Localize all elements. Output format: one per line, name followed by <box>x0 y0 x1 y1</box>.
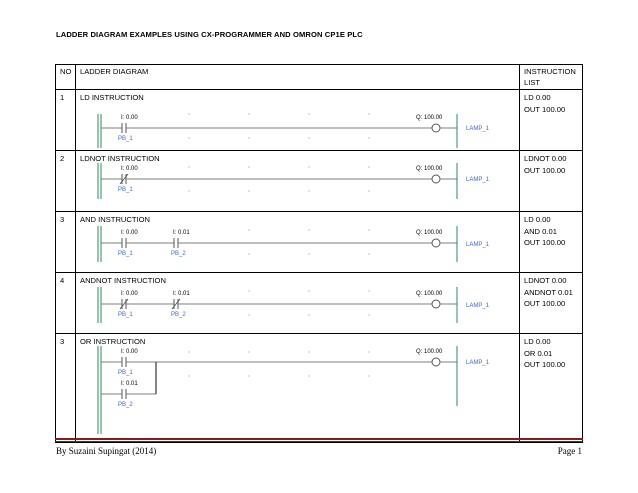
grid-dots <box>188 113 369 138</box>
row-number: 3 <box>56 334 76 443</box>
footer-rule <box>55 438 583 440</box>
instruction-line: OUT 100.00 <box>524 299 566 308</box>
ladder-cell <box>76 273 520 334</box>
instruction-line: OUT 100.00 <box>524 165 566 175</box>
footer-author: By Suzaini Supingat (2014) <box>56 446 157 456</box>
contact-2-address: I: 0.01 <box>173 230 190 236</box>
instruction-line: OUT 100.00 <box>524 360 566 369</box>
table-row <box>56 273 583 334</box>
coil-icon[interactable] <box>432 300 440 308</box>
instruction-line: LD 0.00 <box>524 93 551 102</box>
coil-address: Q: 100.00 <box>416 166 443 172</box>
contact-2-label: PB_2 <box>171 312 186 318</box>
ladder-table <box>55 64 583 443</box>
contact-1-address: I: 0.00 <box>121 230 138 236</box>
contact-2-label: PB_2 <box>118 402 133 408</box>
header-instruction-list: INSTRUCTION LIST <box>520 65 583 90</box>
table-header-row <box>56 65 583 90</box>
instruction-cell <box>520 90 583 151</box>
header-no: NO <box>56 65 76 90</box>
ladder-cell <box>76 90 520 151</box>
table-row <box>56 212 583 273</box>
coil-address: Q: 100.00 <box>416 115 443 121</box>
contact-1-label: PB_1 <box>118 251 133 257</box>
rung-diagram <box>76 90 512 150</box>
rung-title: LD INSTRUCTION <box>80 93 144 102</box>
rung-diagram <box>76 334 512 442</box>
instruction-cell <box>520 212 583 273</box>
row-number: 3 <box>56 212 76 273</box>
page-number: Page 1 <box>557 446 582 456</box>
contact-1-label: PB_1 <box>118 370 133 376</box>
no-contact-icon[interactable] <box>122 389 126 399</box>
table-row <box>56 151 583 212</box>
no-contact-icon[interactable] <box>174 238 178 248</box>
rung-title: ANDNOT INSTRUCTION <box>80 276 166 285</box>
grid-dots <box>248 290 369 315</box>
contact-2-label: PB_2 <box>171 251 186 257</box>
contact-1-label: PB_1 <box>118 312 133 318</box>
left-power-rail <box>98 346 101 434</box>
contact-1-address: I: 0.00 <box>121 349 138 355</box>
coil-label: LAMP_1 <box>466 242 490 248</box>
left-power-rail <box>98 114 101 148</box>
instruction-line: OUT 100.00 <box>524 238 566 247</box>
table-row <box>56 90 583 151</box>
no-contact-icon[interactable] <box>122 238 126 248</box>
instruction-line: ANDNOT 0.01 <box>524 287 573 297</box>
instruction-line: OUT 100.00 <box>524 104 566 114</box>
contact-1-address: I: 0.00 <box>121 291 138 297</box>
contact-1-address: I: 0.00 <box>121 115 138 121</box>
coil-address: Q: 100.00 <box>416 291 443 297</box>
ladder-cell <box>76 151 520 212</box>
rung-title: LDNOT INSTRUCTION <box>80 154 160 163</box>
contact-1-label: PB_1 <box>118 187 133 193</box>
table-row <box>56 334 583 443</box>
grid-dots <box>248 229 369 254</box>
coil-label: LAMP_1 <box>466 303 490 309</box>
row-number: 1 <box>56 90 76 151</box>
contact-2-address: I: 0.01 <box>173 291 190 297</box>
row-number: 4 <box>56 273 76 334</box>
footer-rule <box>55 441 583 442</box>
left-power-rail <box>98 163 101 199</box>
ladder-cell <box>76 212 520 273</box>
coil-address: Q: 100.00 <box>416 349 443 355</box>
instruction-line: OR 0.01 <box>524 348 553 358</box>
coil-icon[interactable] <box>432 175 440 183</box>
coil-label: LAMP_1 <box>466 177 490 183</box>
coil-icon[interactable] <box>432 358 440 366</box>
instruction-cell <box>520 273 583 334</box>
instruction-line: LDNOT 0.00 <box>524 276 567 285</box>
coil-icon[interactable] <box>432 124 440 132</box>
no-contact-icon[interactable] <box>122 123 126 133</box>
grid-dots <box>188 351 369 376</box>
instruction-line: LD 0.00 <box>524 337 551 346</box>
ladder-cell <box>76 334 520 443</box>
rung-diagram <box>76 151 512 211</box>
left-power-rail <box>98 287 101 323</box>
coil-label: LAMP_1 <box>466 126 490 132</box>
row-number: 2 <box>56 151 76 212</box>
instruction-line: AND 0.01 <box>524 226 557 236</box>
rung-title: OR INSTRUCTION <box>80 337 146 346</box>
header-ladder-diagram: LADDER DIAGRAM <box>76 65 520 90</box>
rung-diagram <box>76 273 512 333</box>
left-power-rail <box>98 226 101 262</box>
coil-icon[interactable] <box>432 239 440 247</box>
rung-diagram <box>76 212 512 272</box>
contact-1-address: I: 0.00 <box>121 166 138 172</box>
contact-2-address: I: 0.01 <box>121 381 138 387</box>
coil-label: LAMP_1 <box>466 360 490 366</box>
instruction-cell <box>520 151 583 212</box>
no-contact-icon[interactable] <box>122 357 126 367</box>
instruction-cell <box>520 334 583 443</box>
rung-title: AND INSTRUCTION <box>80 215 151 224</box>
contact-1-label: PB_1 <box>118 136 133 142</box>
coil-address: Q: 100.00 <box>416 230 443 236</box>
instruction-line: LD 0.00 <box>524 215 551 224</box>
document-title: LADDER DIAGRAM EXAMPLES USING CX-PROGRAMMER AND OMRON CP1E PLC <box>56 30 363 39</box>
instruction-line: LDNOT 0.00 <box>524 154 567 163</box>
